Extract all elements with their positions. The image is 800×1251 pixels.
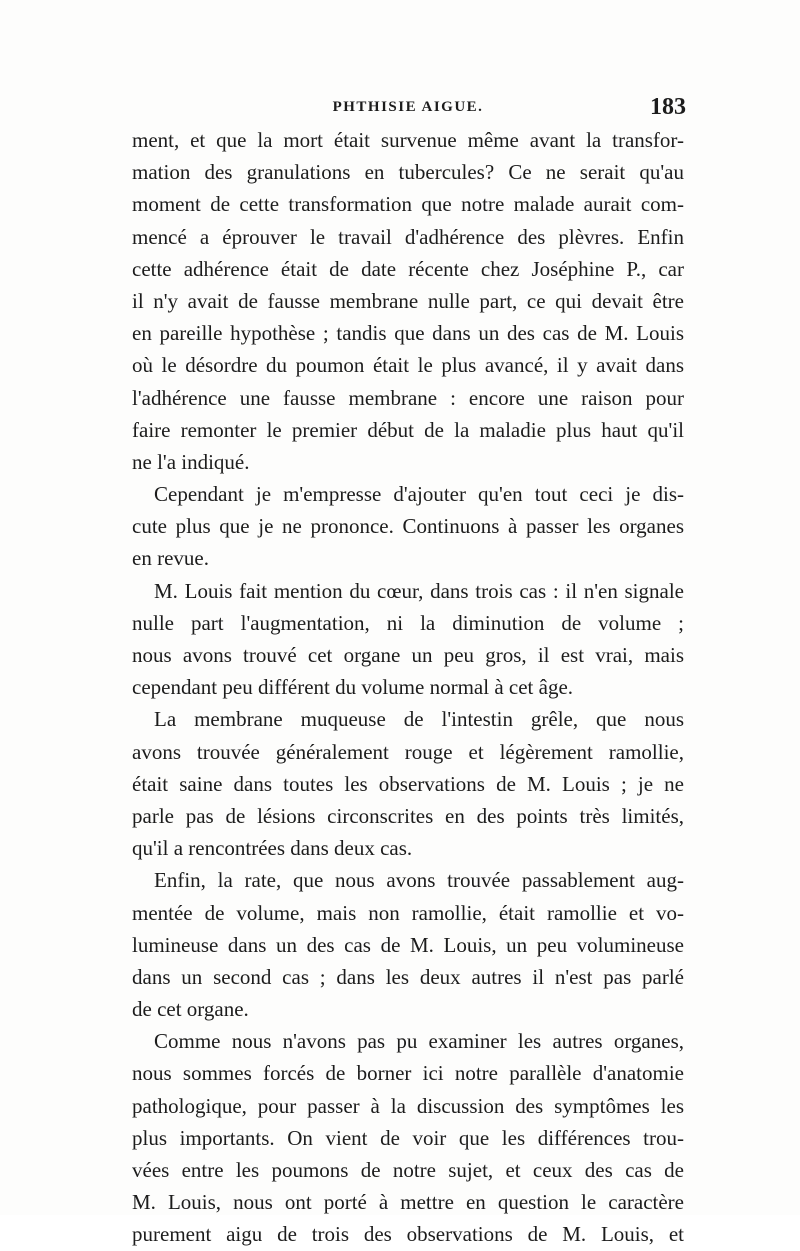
text-line: pathologique, pour passer à la discussion des symptômes les: [132, 1093, 684, 1118]
text-line: de cet organe.: [132, 997, 249, 1022]
text-line: M. Louis fait mention du cœur, dans trois cas : il n'en signale: [154, 578, 684, 603]
text-line: plus importants. On vient de voir que les différences trou-: [132, 1125, 684, 1150]
text-line: M. Louis, nous ont porté à mettre en question le caractère: [132, 1190, 684, 1215]
text-line: cute plus que je ne prononce. Continuons à passer les organes: [132, 514, 684, 539]
body-text: [132, 124, 684, 1251]
text-line: Comme nous n'avons pas pu examiner les autres organes,: [154, 1029, 684, 1054]
text-line: mentée de volume, mais non ramollie, était ramollie et vo-: [132, 900, 684, 925]
text-line: ment, et que la mort était survenue même avant la transfor-: [132, 128, 684, 152]
text-line: nous sommes forcés de borner ici notre parallèle d'anatomie: [132, 1061, 684, 1086]
text-line: qu'il a rencontrées dans deux cas.: [132, 836, 413, 861]
text-line: vées entre les poumons de notre sujet, et ceux des cas de: [132, 1158, 684, 1182]
text-line: Cependant je m'empresse d'ajouter qu'en tout ceci je dis-: [154, 482, 684, 507]
text-line: où le désordre du poumon était le plus avancé, il y avait dans: [132, 353, 684, 378]
text-line: était saine dans toutes les observations de M. Louis ; je ne: [132, 771, 684, 796]
text-line: cette adhérence était de date récente chez Joséphine P., car: [132, 256, 684, 281]
text-line: en revue.: [132, 546, 209, 571]
text-line: en pareille hypothèse ; tandis que dans un des cas de M. Louis: [132, 321, 684, 346]
text-line: faire remonter le premier début de la maladie plus haut qu'il: [132, 417, 684, 442]
running-head: [130, 94, 686, 122]
text-line: mation des granulations en tubercules? Ce ne serait qu'au: [132, 160, 684, 185]
text-line: nulle part l'augmentation, ni la diminution de volume ;: [132, 610, 684, 635]
page-number: 183: [650, 94, 686, 120]
text-line: lumineuse dans un des cas de M. Louis, un peu volumineuse: [132, 932, 684, 957]
text-line: l'adhérence une fausse membrane : encore une raison pour: [132, 385, 684, 410]
text-line: purement aigu de trois des observations de M. Louis, et: [132, 1222, 684, 1247]
text-line: dans un second cas ; dans les deux autres il n'est pas parlé: [132, 964, 684, 989]
text-line: La membrane muqueuse de l'intestin grêle, que nous: [154, 707, 684, 732]
text-line: parle pas de lésions circonscrites en des points très limités,: [132, 803, 684, 828]
running-title: PHTHISIE AIGUE.: [332, 99, 484, 115]
text-line: moment de cette transformation que notre malade aurait com-: [132, 192, 684, 217]
text-line: cependant peu différent du volume normal à cet âge.: [132, 675, 574, 700]
text-line: mencé a éprouver le travail d'adhérence des plèvres. Enfin: [132, 224, 684, 249]
text-line: il n'y avait de fausse membrane nulle part, ce qui devait être: [132, 288, 684, 313]
text-line: avons trouvée généralement rouge et légèrement ramollie,: [132, 739, 684, 764]
text-line: ne l'a indiqué.: [132, 449, 250, 474]
text-line: nous avons trouvé cet organe un peu gros, il est vrai, mais: [132, 643, 684, 667]
text-line: Enfin, la rate, que nous avons trouvée passablement aug-: [154, 868, 684, 893]
